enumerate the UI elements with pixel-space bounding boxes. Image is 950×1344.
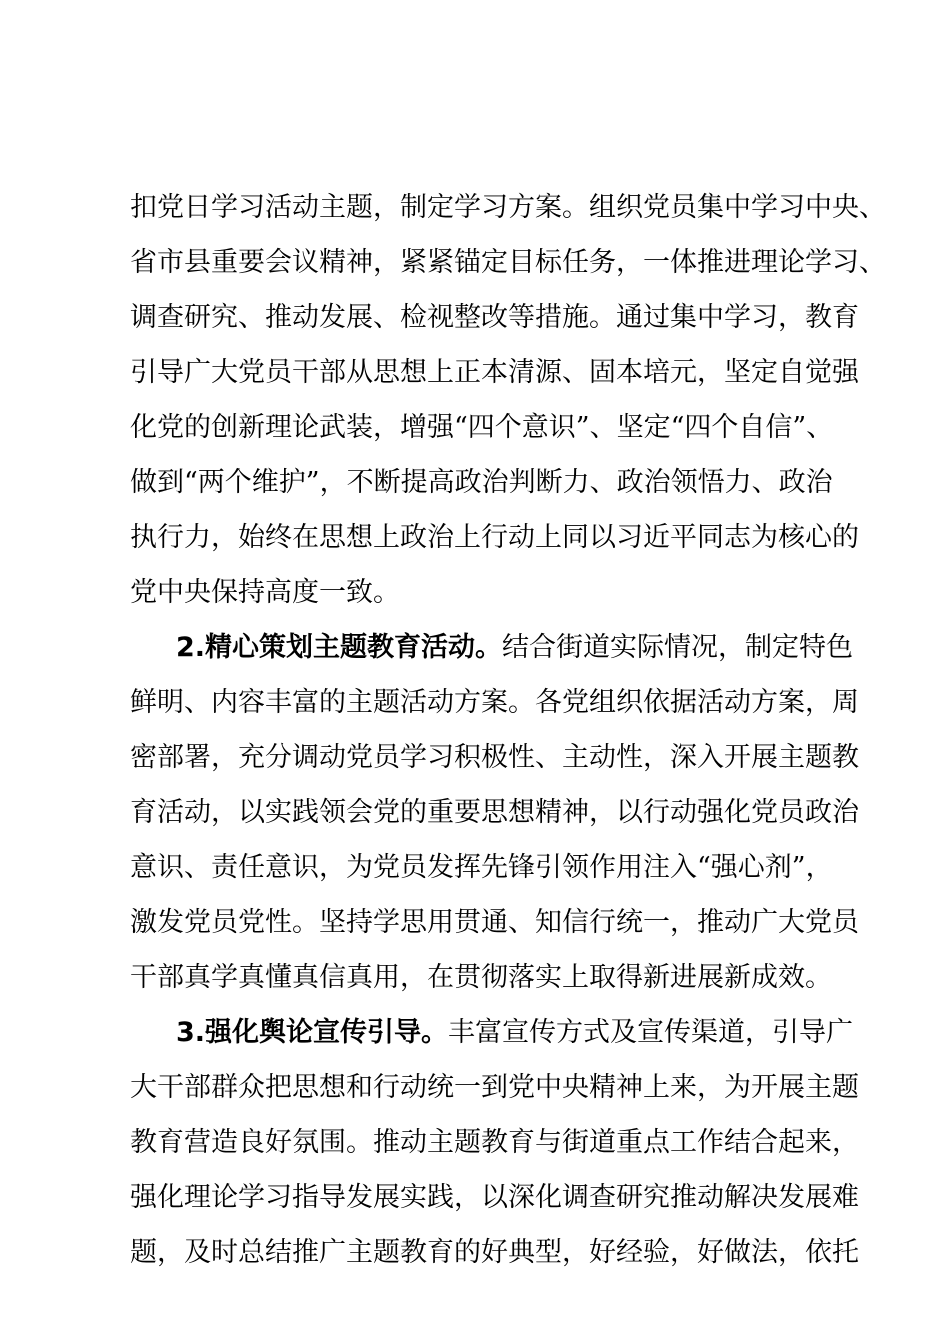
paragraph-1-line-8: 党中央保持高度一致。 bbox=[130, 577, 400, 608]
paragraph-2-line-2: 鲜明、内容丰富的主题活动方案。各党组织依据活动方案，周 bbox=[130, 687, 859, 718]
paragraph-1-line-1: 扣党日学习活动主题，制定学习方案。组织党员集中学习中央、 bbox=[130, 192, 886, 223]
paragraph-1-line-3: 调查研究、推动发展、检视整改等措施。通过集中学习，教育 bbox=[130, 302, 859, 333]
paragraph-2-line-4: 育活动，以实践领会党的重要思想精神，以行动强化党员政治 bbox=[130, 797, 859, 828]
paragraph-1-line-2: 省市县重要会议精神，紧紧锚定目标任务，一体推进理论学习、 bbox=[130, 247, 886, 278]
paragraph-1-line-7: 执行力，始终在思想上政治上行动上同以习近平同志为核心的 bbox=[130, 522, 859, 553]
paragraph-2-line-6: 激发党员党性。坚持学思用贯通、知信行统一，推动广大党员 bbox=[130, 907, 859, 938]
paragraph-1-line-6: 做到“两个维护”，不断提高政治判断力、政治领悟力、政治 bbox=[130, 467, 833, 498]
paragraph-3-line-1 bbox=[176, 1013, 854, 1053]
paragraph-1-line-5: 化党的创新理论武装，增强“四个意识”、坚定“四个自信”、 bbox=[130, 412, 834, 443]
paragraph-2-first-line-text: 结合街道实际情况，制定特色 bbox=[502, 632, 854, 663]
paragraph-2-line-1 bbox=[176, 628, 854, 668]
paragraph-3-line-3: 教育营造良好氛围。推动主题教育与街道重点工作结合起来， bbox=[130, 1127, 859, 1158]
paragraph-2-line-5: 意识、责任意识，为党员发挥先锋引领作用注入“强心剂”， bbox=[130, 852, 833, 883]
paragraph-3-line-4: 强化理论学习指导发展实践，以深化调查研究推动解决发展难 bbox=[130, 1182, 859, 1213]
paragraph-2-line-7: 干部真学真懂真信真用，在贯彻落实上取得新进展新成效。 bbox=[130, 962, 832, 993]
paragraph-3-line-5: 题，及时总结推广主题教育的好典型，好经验，好做法，依托 bbox=[130, 1237, 859, 1268]
paragraph-1-line-4: 引导广大党员干部从思想上正本清源、固本培元，坚定自觉强 bbox=[130, 357, 859, 388]
paragraph-2-line-3: 密部署，充分调动党员学习积极性、主动性，深入开展主题教 bbox=[130, 742, 859, 773]
paragraph-3-line-2: 大干部群众把思想和行动统一到党中央精神上来，为开展主题 bbox=[130, 1072, 859, 1103]
section-heading-3: 3.强化舆论宣传引导。 bbox=[176, 1017, 449, 1048]
section-heading-2: 2.精心策划主题教育活动。 bbox=[176, 632, 503, 663]
paragraph-3-first-line-text: 丰富宣传方式及宣传渠道，引导广 bbox=[448, 1017, 854, 1048]
